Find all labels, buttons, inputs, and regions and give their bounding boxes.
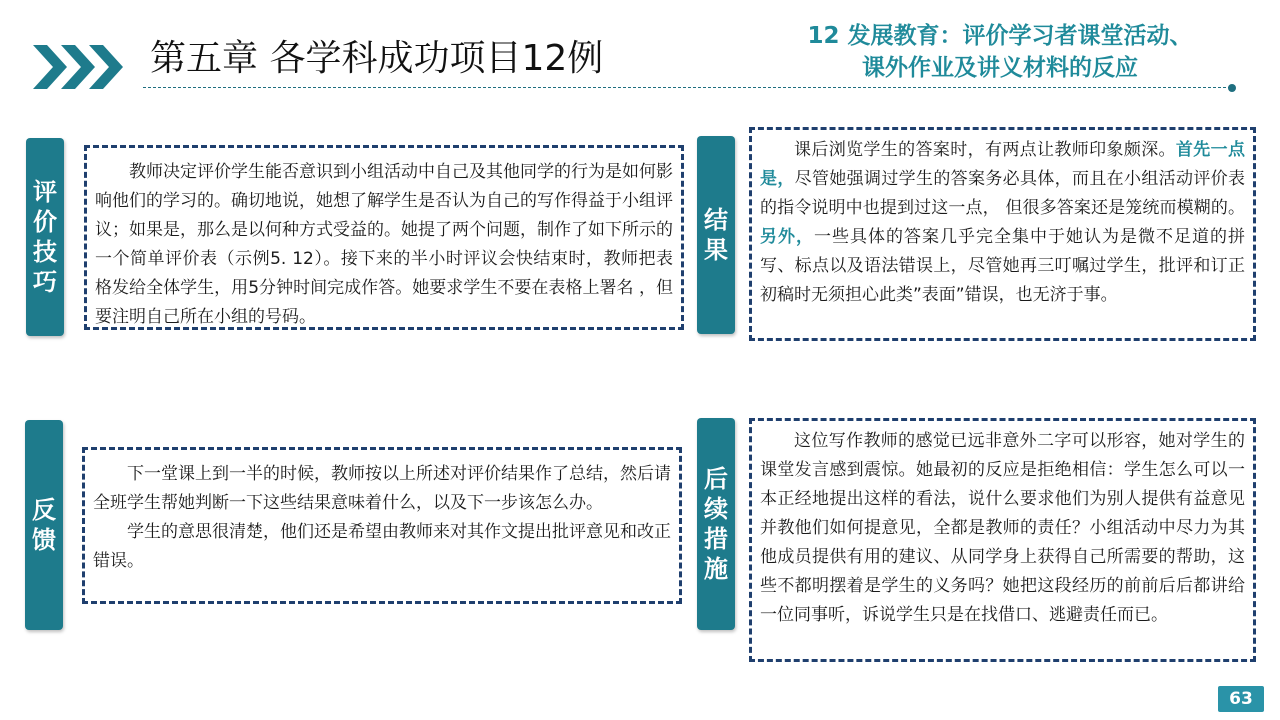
tag-evaluation-technique-label: 评价技巧 <box>33 178 57 296</box>
result-highlight-additionally: 另外， <box>760 227 814 247</box>
evaluation-technique-text: 教师决定评价学生能否意识到小组活动中自己及其他同学的行为是如何影响他们的学习的。确切地说，她想了解学生是否认为自己的写作得益于小组评议；如果是，那么是以何种方式受益的。她提了两个问题，制作了如下所示的一个简单评价表（示例5. 12）。接下来的半小时评议会快结束时，教师把表格发给全体学生，用5分钟时间完成作答。她要求学生不要在表格上署名 ，但要注明自己所在小组的号码。 <box>95 162 673 327</box>
page-number: 63 <box>1218 686 1264 712</box>
result-text-c: 一些具体的答案几乎完全集中于她认为是微不足道的拼写、标点以及语法错误上，尽管她再三叮嘱过学生，批评和订正初稿时无须担心此类”表面”错误，也无济于事。 <box>760 227 1245 305</box>
feedback-paragraph-2: 学生的意思很清楚，他们还是希望由教师来对其作文提出批评意见和改正错误。 <box>93 522 671 571</box>
header-divider-dot <box>1228 84 1236 92</box>
chevron-arrows-icon <box>33 45 133 89</box>
result-text-a: 课后浏览学生的答案时，有两点让教师印象颇深。 <box>794 140 1176 160</box>
tag-result-label: 结果 <box>704 206 728 264</box>
tag-feedback <box>25 420 63 630</box>
tag-follow-up-measures-label: 后续措施 <box>704 465 728 583</box>
feedback-box <box>82 447 682 604</box>
section-title <box>740 20 1260 84</box>
section-title-line2: 课外作业及讲义材料的反应 <box>862 55 1138 81</box>
follow-up-text: 这位写作教师的感觉已远非意外二字可以形容，她对学生的课堂发言感到震惊。她最初的反应是拒绝相信：学生怎么可以一本正经地提出这样的看法，说什么要求他们为别人提供有益意见并教他们如何提意见，全都是教师的责任？小组活动中尽力为其他成员提供有用的建议、从同学身上获得自己所需要的帮助，这些不都明摆着是学生的义务吗？她把这段经历的前前后后都讲给一位同事听，诉说学生只是在找借口、逃避责任而已。 <box>760 431 1245 625</box>
follow-up-box <box>749 418 1256 662</box>
tag-follow-up-measures <box>697 418 735 630</box>
tag-evaluation-technique <box>26 138 64 336</box>
header-divider <box>143 87 1231 88</box>
feedback-paragraph-1: 下一堂课上到一半的时候，教师按以上所述对评价结果作了总结，然后请全班学生帮她判断一下这些结果意味着什么，以及下一步该怎么办。 <box>93 464 671 513</box>
result-box <box>749 127 1256 341</box>
result-highlight-first: 首先一点是， <box>760 140 1246 189</box>
tag-result <box>697 136 735 334</box>
evaluation-technique-box <box>84 145 684 330</box>
section-title-line1: 12 发展教育：评价学习者课堂活动、 <box>807 23 1193 49</box>
result-text-b: 尽管她强调过学生的答案务必具体，而且在小组活动评价表的指令说明中也提到过这一点， 但很多答案还是笼统而模糊的。 <box>760 169 1246 218</box>
tag-feedback-label: 反馈 <box>32 496 56 554</box>
chapter-title: 第五章 各学科成功项目12例 <box>150 38 604 79</box>
result-text <box>760 136 1245 310</box>
